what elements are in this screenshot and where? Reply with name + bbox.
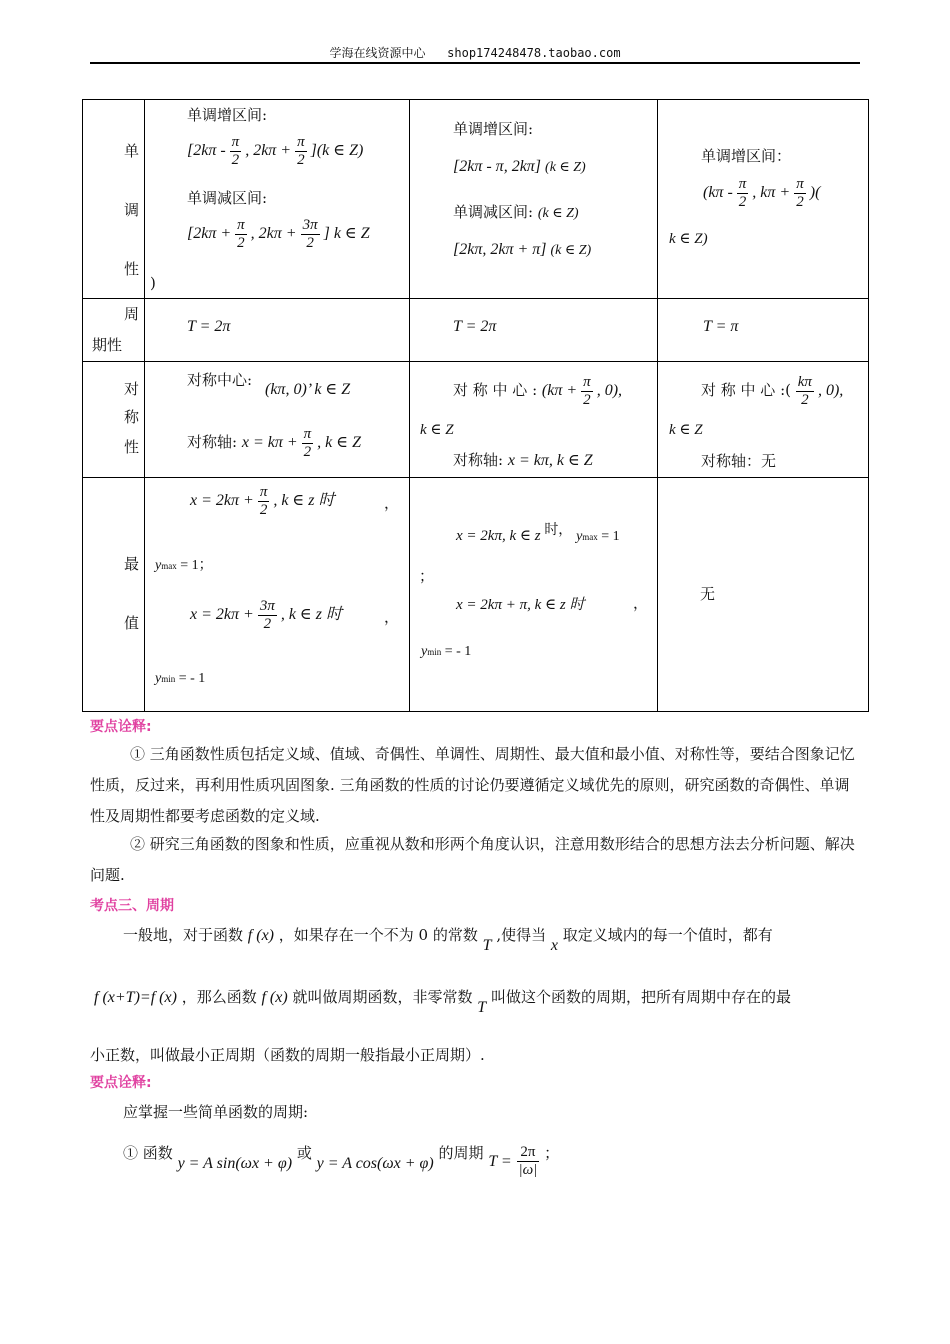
row-label-ext-2: 值 <box>124 614 140 632</box>
tan-inc-interval: (kπ - $\frac{\pi}{2}$ , kπ + $\frac{\pi}{2}$ )( <box>703 176 821 210</box>
sin-dec-interval: [2kπ + $\frac{\pi}{2}$ , 2kπ + $\frac{3\pi}{2}$ ] k ∈ Z <box>187 217 370 251</box>
cos-dec-label: 单调减区间: (k ∈ Z) <box>453 203 579 221</box>
sin-inc-label: 单调增区间: <box>187 106 268 124</box>
sin-center-label: 对称中心: <box>187 371 253 389</box>
row-label-period-2: 期性 <box>92 336 123 354</box>
row-label-period-1: 周 <box>124 305 140 323</box>
header-shop: shop174248478.taobao.com <box>447 46 621 60</box>
notes1-p1: ① 三角函数性质包括定义域、值域、奇偶性、单调性、周期性、最大值和最小值、对称性等，要结合图象记忆性质，反过来，再利用性质巩固图象. 三角函数的性质的讨论仍要遵循定义域优先的原则，研究函数的奇偶性、单调性及周期性都要考虑函数的定义域. <box>90 745 855 825</box>
cos-dec-interval: [2kπ, 2kπ + π] (k ∈ Z) <box>453 241 592 258</box>
notes2-item1: ① 函数 y = A sin(ωx + φ) 或 y = A cos(ωx + φ) 的周期 T = $\frac{2\pi}{|\omega|}$ ； <box>123 1144 560 1178</box>
tan-center-k: k ∈ Z <box>669 422 703 438</box>
tan-inc-label: 单调增区间： <box>701 147 792 165</box>
sin-center-val: (kπ, 0)’ k ∈ Z <box>265 381 351 398</box>
row-label-sym-2: 称 <box>124 408 140 426</box>
tan-inc-k: k ∈ Z) <box>669 231 708 247</box>
sin-max-cond: x = 2kπ + $\frac{\pi}{2}$ , k ∈ z 时 <box>190 484 335 518</box>
cos-min-comma: ， <box>633 594 649 612</box>
cos-inc-label: 单调增区间: <box>453 120 534 138</box>
section3-line3: 小正数，叫做最小正周期（函数的周期一般指最小正周期）. <box>90 1046 485 1064</box>
row-label-sym-1: 对 <box>124 380 140 398</box>
tan-axis: 对称轴：无 <box>701 452 777 470</box>
sin-axis: 对称轴: x = kπ + $\frac{\pi}{2}$ , k ∈ Z <box>187 426 362 460</box>
notes1-p2: ② 研究三角函数的图象和性质，应重视从数和形两个角度认识，注意用数形结合的思想方法去分析问题、解决问题. <box>90 835 855 884</box>
row-label-ext-1: 最 <box>124 555 140 573</box>
sin-min-comma: ， <box>384 608 400 626</box>
row-label-mono-3: 性 <box>124 260 140 278</box>
tan-period: T = π <box>703 318 739 335</box>
sin-max-comma: ， <box>384 494 400 512</box>
page-header <box>90 44 860 64</box>
sin-ymax: ymax = 1； <box>155 558 213 573</box>
cos-center: 对 称 中 心 : (kπ + $\frac{\pi}{2}$ , 0), <box>453 374 623 408</box>
sin-min-cond: x = 2kπ + $\frac{3\pi}{2}$ , k ∈ z 时 <box>190 598 343 632</box>
section3-line1: 一般地，对于函数 f (x) ，如果存在一个不为 0 的常数 T ,使得当 x 取定义域内的每一个值时，都有 <box>123 926 773 954</box>
sin-mono-paren: ) <box>150 274 156 292</box>
notes2-intro: 应掌握一些简单函数的周期: <box>123 1103 309 1121</box>
cos-inc-interval: [2kπ - π, 2kπ] (k ∈ Z) <box>453 158 586 175</box>
tan-center: 对 称 中 心 :( $\frac{k\pi}{2}$ , 0), <box>701 374 844 408</box>
cos-period: T = 2π <box>453 318 497 335</box>
sin-dec-label: 单调减区间: <box>187 189 268 207</box>
tan-extreme: 无 <box>700 585 716 603</box>
sin-inc-interval: [2kπ - $\frac{\pi}{2}$ , 2kπ + $\frac{\pi}{2}$ ](k ∈ Z) <box>187 134 364 168</box>
header-site: 学海在线资源中心 <box>329 46 426 60</box>
row-label-mono-2: 调 <box>124 201 140 219</box>
notes2-title: 要点诠释: <box>90 1075 152 1091</box>
cos-semi: ； <box>419 567 435 585</box>
cos-min-cond: x = 2kπ + π, k ∈ z 时 <box>456 597 585 613</box>
notes1-title: 要点诠释: <box>90 719 152 735</box>
cos-center-k: k ∈ Z <box>420 422 454 438</box>
section3-title: 考点三、周期 <box>90 898 174 914</box>
cos-ymin: ymin = - 1 <box>421 644 472 659</box>
section3-line2: f (x+T)=f (x) ，那么函数 f (x) 就叫做周期函数，非零常数 T 叫做这个函数的周期，把所有周期中存在的最 <box>94 988 791 1016</box>
cos-axis: 对称轴: x = kπ, k ∈ Z <box>453 451 593 469</box>
row-label-sym-3: 性 <box>124 438 140 456</box>
sin-ymin: ymin = - 1 <box>155 671 206 686</box>
sin-period: T = 2π <box>187 318 231 335</box>
row-label-mono-1: 单 <box>124 142 140 160</box>
cos-max-cond: x = 2kπ, k ∈ z 时， ymax = 1 <box>456 523 620 544</box>
